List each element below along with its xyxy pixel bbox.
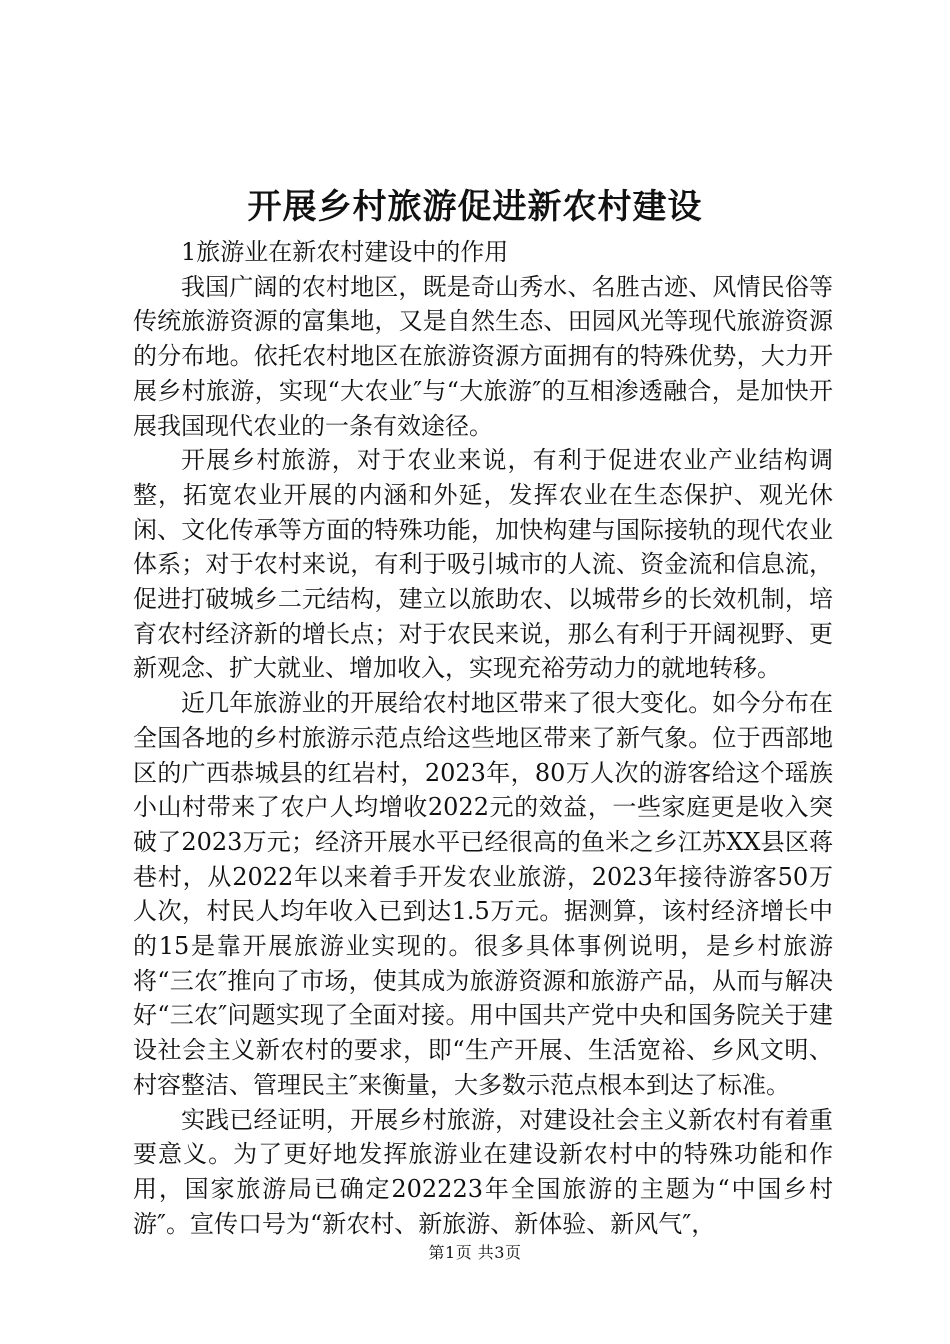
paragraph-1: 我国广阔的农村地区，既是奇山秀水、名胜古迹、风情民俗等传统旅游资源的富集地，又是自然生态、田园风光等现代旅游资源的分布地。依托农村地区在旅游资源方面拥有的特殊优势，大力开展乡村旅游，实现“大农业″与“大旅游″的互相渗透融合，是加快开展我国现代农业的一条有效途径。 — [133, 272, 833, 440]
document-title: 开展乡村旅游促进新农村建设 — [247, 187, 703, 227]
page-footer: 第1页 共3页 — [428, 1243, 522, 1262]
section-heading: 1旅游业在新农村建设中的作用 — [181, 238, 509, 266]
paragraph-4: 实践已经证明，开展乡村旅游，对建设社会主义新农村有着重要意义。为了更好地发挥旅游业在建设新农村中的特殊功能和作用，国家旅游局已确定202223年全国旅游的主题为“中国乡村游″。宣传口号为“新农村、新旅游、新体验、新风气″， — [133, 1105, 833, 1238]
paragraph-2: 开展乡村旅游，对于农业来说，有利于促进农业产业结构调整，拓宽农业开展的内涵和外延，发挥农业在生态保护、观光休闲、文化传承等方面的特殊功能，加快构建与国际接轨的现代农业体系；对于农村来说，有利于吸引城市的人流、资金流和信息流，促进打破城乡二元结构，建立以旅助农、以城带乡的长效机制，培育农村经济新的增长点；对于农民来说，那么有利于开阔视野、更新观念、扩大就业、增加收入，实现充裕劳动力的就地转移。 — [133, 446, 833, 683]
document-body — [133, 235, 833, 1241]
paragraph-3: 近几年旅游业的开展给农村地区带来了很大变化。如今分布在全国各地的乡村旅游示范点给这些地区带来了新气象。位于西部地区的广西恭城县的红岩村，2023年，80万人次的游客给这个瑶族小山村带来了农户人均增收2022元的效益，一些家庭更是收入突破了2023万元；经济开展水平已经很高的鱼米之乡江苏XX县区蒋巷村，从2022年以来着手开发农业旅游，2023年接待游客50万人次，村民人均年收入已到达1.5万元。据测算，该村经济增长中的15是靠开展旅游业实现的。很多具体事例说明，是乡村旅游将“三农″推向了市场，使其成为旅游资源和旅游产品，从而与解决好“三农″问题实现了全面对接。用中国共产党中央和国务院关于建设社会主义新农村的要求，即“生产开展、生活宽裕、乡风文明、村容整洁、管理民主″来衡量，大多数示范点根本到达了标准。 — [133, 689, 833, 1099]
